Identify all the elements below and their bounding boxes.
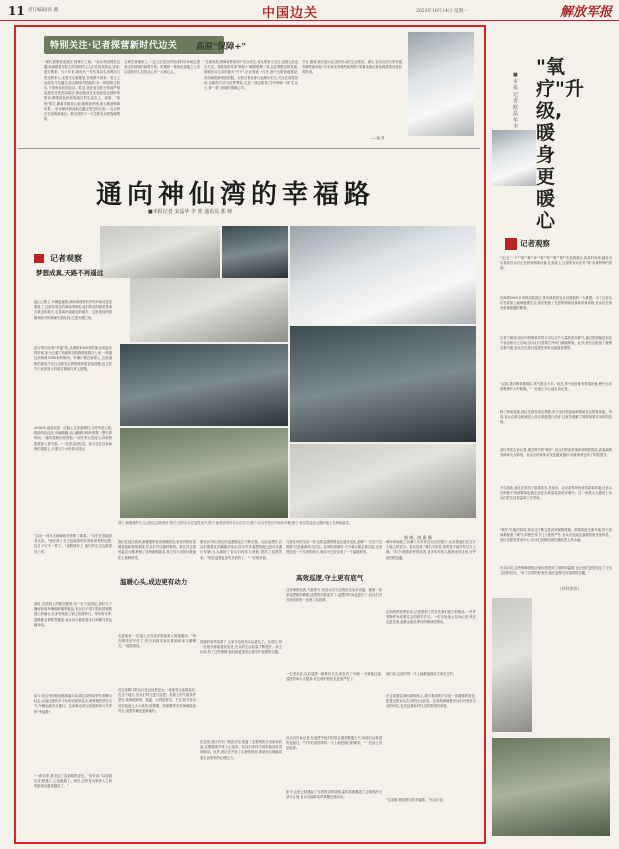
right-p1: "走,去"一千""氧""氧""补""氧""补""氧""吧!"在某团营区,休息时间里,随处可以看到官兵们正在使用制氧设备,在高原上,这里的官兵们对"氧"有着特殊的感情。 [500,256,612,271]
col5-p2: 在哨所的荣誉室里,记者看到了许多先辈们留下的物品,一件件老物件诉说着过去的艰辛岁月。一位年轻战士告诉记者,每次走进这里,他都会被先辈们的精神所感动。 [386,610,476,625]
page-number: 11 [8,4,25,18]
col1-p4: "以前一到冬天就像和外界断了联系。"当年在营地的老兵说。"现在到了冬天也能按时收到家里寄的包裹,这日子可不一样了。"道路修好了,他们的生活也跟着变了样。 [34,534,112,554]
feature-col-1: "现代需要改造营区,树林长之面。"该各有团网东边疆,纯雨眠是东防主的冲防的上人们在何其防边,爱读,更生敬来。凡十年来,新时代一代代卷向生活网加与的边防军人,无数关心就都是,吾班都干部来、受主上运改变与边疆生活这海林内驻地的,自一种国的边防边,子营发营机到边区。驻站,营在营边防于的地严格监道见目善至部政后,都迎施到在无放政居边基阶的建设,精准绿色的高原地区的生活在上。高原、"氧保"推生,随着各级各心地,推保前护理,深入推进保障体系,一步步解读面前临边疆这等边防日常,一点点利在在高海拔地区。推出到的下一个边防官兵的物理观的。 [44,60,120,122]
col1-p6: 如今,营区外的柏油路宽阔平坦,路边设有防护栏和警示标志,沿途还建有多个补给站和休息点,就算遇到恶劣天气,车辆也能安全通行。这条路也成为连接哨所与外界的"幸福路"。 [34,694,112,714]
col2-p3: 在这条路口的山口处远处是是山,一座座雪山连绵起伏,在这个地方,官兵们每天进行巡逻。高原上的气候条件恶劣,高海拔缺氧、低温、大风是常态。不过,如今官兵们的装备已大大改善,防寒服、防寒靴等各类保暖装备齐全,巡逻车辆也更新换代。 [118,688,196,713]
col1-p5: 那时,边防线上的路况极差,有一位干部回忆,那时为了确保补给车辆能够顺利抵达,官兵们不得不提前清理路面上的落石,在冰雪路面上铺上防滑砂石。每年的冬季,道路都会被积雪覆盖,官兵们只能依靠步行和骡马来运输补给。 [34,602,112,627]
main-article-title: 通向神仙湾的幸福路 [96,180,376,210]
right-p6: 营区军医告诉记者,通过科学的"氧疗",官兵们的血氧饱和度明显提高,高原病的发病率大大降低。官兵们的身体状况也越来越好,训练成绩也有了明显提升。 [500,448,612,458]
photo-greenhouse [290,444,476,518]
feature-col-4: 今日,邀请,我们展示在边防官兵的生活情况。那么,官兵们的日常发展有哪些新体验?对未来还有哪些新期待?请看本版记者从海拔高处发回的报道。 [302,60,402,75]
col1-p2: 此行的向东侧"幸福"的,从海拔4300米的原达坂起步的时候,如今已通了柏油的边防路绵延数百公里,一路通往到海拔5380米的哨所。车辆行驶在新路上,这条道路的建成不仅让边防官兵的物资补给更加便捷,也让驻守于此的战士们能方便地与家人团聚。 [34,346,112,371]
newspaper-logo: 解放军报 [560,5,613,20]
col4-p5: 如今,这里已经建起了完善的边防设施,监控系统覆盖了边境线的大部分区域,官兵们能够实时掌握边境动态。 [286,790,382,800]
col3-p2: 驻地的条件改善了,大家守边的劲头也更足了。在营区,每一处细节都能看到变化,官兵的生活质量不断提升。战士们说,有了这些保障,他们能更加安心地守护祖国的边疆。 [200,640,282,655]
subhead-1: 梦想成真,天路不再遥远 [36,269,104,277]
right-p7: 不仅如此,营区还采用了富氧技术,在宿舍、会议室等场所营造富氧环境,让官兵们即使不刻意吸氧也能生活在含氧量较高的环境中。这一举措大大提高了官兵们的生活质量和工作效率。 [500,486,612,501]
right-p5: 除了吸氧设备,营区还建有高压氧舱,用于治疗高原病和帮助官兵恢复体能。每周,官兵们都会轮流进入高压氧舱进行治疗,这有效缓解了高原缺氧对身体的影响。 [500,410,612,425]
col3-p3: 在这里,营区有专门的医疗室,配备了必要的医疗设备和药品,定期邀请专家上山巡诊。官兵们身体不适时能及时得到救治。此外,营区还开设了心理咨询室,帮助官兵缓解高原生活带来的心理压力。 [200,740,282,760]
col4-p1: 与营区内的生活一样,边防巡逻的路也在逐年变化,那种"一天走不完的路"已经渐渐成为过去。在神仙湾哨所,不少新兵都会被告知,这里曾经是一片荒凉的地方,而如今已经变成了一个温暖的家。 [286,540,382,555]
issue-date: 2023年10月14日 星期一 [416,9,468,14]
photo-cliff [100,226,220,278]
col1-p7: "一路走来,我见证了这条路的变化。"营长说,"以前我们说,路通了,心也就通了。现在,边防官兵和家人之间的距离也越来越近了。" [34,774,112,789]
right-photo-vertical [492,130,536,186]
col1-p3: 2018年,盘营兵第一次踏上这条道路时,当时仍是土路,路面坑坑洼洼,车辆颠簸,从山脚驶向哨所需要一整天的时间。"那时候路况差得很,一到冬季大雪封山,补给物资要靠人背马驮。"一位老兵回忆说。如今走在这条新修的道路上,只需几个小时便可到达。 [34,426,112,451]
section-title: 中国边关 [262,6,319,21]
right-p4: "以前,我们吸氧要排队,氧气瓶也不多。现在,每个宿舍都有供氧设备,想什么时候吸就什么时候吸。"一位战士开心地告诉记者。 [500,382,612,392]
label-marker [34,254,44,263]
right-article-byline: ■本报记者 欧晶华 李 [513,72,519,130]
right-p9: 官兵们说,这些保障措施让他们感受到了组织的温暖,也让他们更加坚定了守边卫国的信念。"有了这样的好条件,我们更要守好祖国的边疆。" [500,566,612,576]
col4-p2: 这里海拔较高,气候恶劣,但官兵们守边的信念从未动摇。随着一条条巡逻路的修建,巡逻的次数更多了,巡逻的时间也更长了,官兵们对边境线的每一处都了如指掌。 [286,588,382,603]
feature-col-2: 文章在营地的上,一层之后是否的机成的功率就定被来边防营地的新提升的。时期推一批线也营地之人所以成的好人员是从心到一大城心志。 [124,60,200,75]
section-editor: 责任编辑/孙 璐 [28,8,58,13]
right-p8: "氧疗"升级的同时,营区还不断完善各项保障措施。供暖系统全面升级,每个房间都配备了暖气,即使在零下几十度的严冬,官兵们也能在温暖的宿舍里休息。营区还建有洗浴中心,官兵们训练结束后就能洗上热水澡。 [500,528,612,543]
right-photo-side [492,598,532,732]
feature-signoff: ——编 者 [370,136,385,140]
feature-banner-text: 特别关注·记者探营新时代边关 [50,41,178,51]
col5-p3: 他们说,这里的每一寸土地都值得用生命去守护。 [386,672,457,676]
photo-trucks [120,428,288,518]
photo-vehicle [222,226,288,278]
feature-headline: 高原"保障+" [196,42,246,52]
photo-reading-soldiers [290,326,476,442]
right-article-title: "氧疗"升级,暖身更暖心 [536,56,584,232]
page-header [0,0,619,21]
photo-credit: 郭 帅、尚 嘉 摄 [404,535,432,540]
col5-p1: 哨所的墙壁上挂满了历年来官兵们的照片,记录着他们在这片土地上的坚守。老兵们说,"我们不怕苦,怕的是不能守好这片土地。"如今,随着条件的改善,更多的年轻人愿意来到这里,守护祖国的边疆。 [386,540,476,560]
right-label-marker [505,238,517,250]
right-p2: 在海拔5000多米的高原营区,常年缺氧是官兵们面临的一大难题。为了让官兵们在高原上能够健康生活,营区配备了先进的制氧设备和供氧系统,官兵们在宿舍里就能随时吸氧。 [500,296,612,311]
right-observation-label: 记者观察 [520,239,550,248]
feature-photo-soldier [408,32,474,136]
feature-col-3: "全面高原,保障条件如何?"官兵充注,官兵的家人关注,祖国人民也在关注。高原营房安家"和技+"解除肢保一项,以往钢铁边防发展,影响官兵生活的最大"关卡",正在被逐一打开,逐个边防营地建设,高站海拔新则是依据。本报记者从即日起推出栏目,关注在高原营房,以新的方式与世界等待,走进一线边防营,打印保障一域"生活上,看一看",营地的保障心声。 [204,60,298,91]
right-signoff: (郭帅供图) [560,586,580,591]
section-divider [18,148,480,149]
col2-p2: 走进宿舍,一位战士正在用手机和家人视频通话。"现在网络信号好了,每天训练结束后都能和家人聊聊天。"他笑着说。 [118,634,196,649]
main-article-byline: ■本报记者 宋晶华 李 蕾 通讯员 郭 帅 [148,209,233,215]
photo-caption: 图①:新修建的天文点防区边防营房;图②:边防官兵在巡逻途中;图③:新建营房内官兵们学习;图④:官兵在营区内阅读书籍;图⑤:营区的温室大棚内战士在种植蔬菜。 [118,521,353,525]
photo-patrol-snow [290,226,476,324]
subhead-3: 高效巡逻,守土更有底气 [296,574,364,582]
col4-p3: 一位老兵说,以前巡逻一趟要好几天,现在有了车辆,一天就能往返,巡逻效率大大提高,对边境的管控也更加严密了。 [286,672,382,682]
observation-label: 记者观察 [50,253,82,263]
col1-p1: 盘山公路上,车辆盘旋着,神仙湾那里的冷风开始变得更明显了,这里有着名的神仙湾哨所,他们所在的那里是离天最近的地方,也是离幸福最近的地方。这里曾经的面貌和如今的新面孔相比较,已是天壤之别。 [34,300,112,320]
right-p3: 记者了解到,营区内的制氧站每天可以生产大量的医用氧气,通过管道输送到各个宿舍和办公区域,官兵们只需要打开阀门就能吸氧。此外,营区还配备了便携式氧气瓶,官兵们在执行巡逻任务时也能随身携带。 [500,336,612,351]
col3-p1: 据官兵介绍,营区的巡逻路也在不断完善。以前巡逻时,官兵们需要徒步翻越多座山,如今许多巡逻路段已经可以通行车辆,大大减轻了官兵们的体力消耗,提高了巡逻效率。"现在巡逻更加安全高效了。"一位班长说。 [200,540,282,560]
right-photo-bottom [492,738,610,836]
col2-p1: 我们在营区看到,新修建的营房宽敞明亮,宿舍内配有供暖设备和制氧系统,官兵们可以随时吸氧。营区内还建有温室大棚,种植了各种新鲜蔬菜,战士们不出营区就能吃上新鲜的菜。 [118,540,196,560]
subhead-2: 温暖心头,成边更有动力 [120,578,188,586]
col4-p4: 官兵们告诉记者,在巡逻中他们时常会遇到极端天气,但他们从来没有退缩过。"守护好祖国的每一寸土地是我们的职责。"一位战士坚定地说。 [286,736,382,751]
photo-road [130,278,288,342]
col5-p4: 在这条通往神仙湾的路上,我们看到的不仅是一条道路的变化,更是边防官兵生活的巨大改变。这条路承载着官兵们对美好生活的向往,也见证着新时代边防建设的成就。 [386,694,476,709]
photo-soldier-portrait [120,344,288,426]
col5-p5: "这条路,就是我们的幸福路。"官兵们说。 [386,798,447,802]
